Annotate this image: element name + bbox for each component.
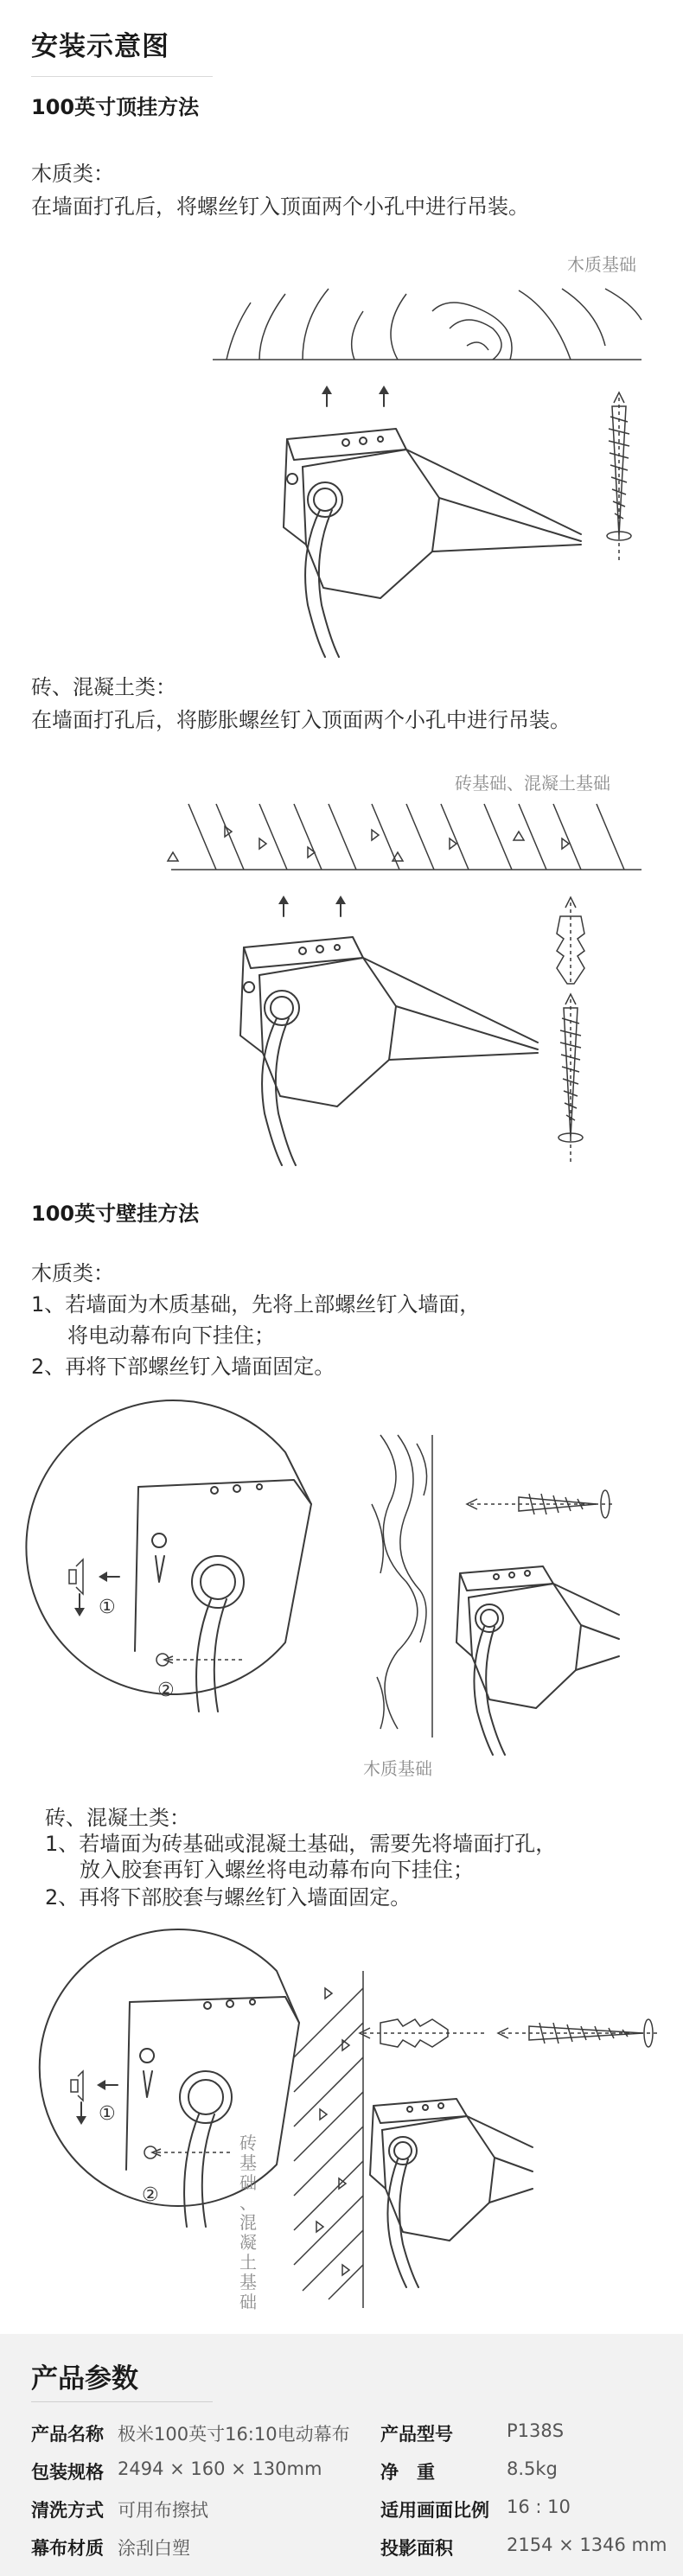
ceiling-brick-caption: 砖基础、混凝土基础 <box>455 773 610 794</box>
ceiling-wood-text: 在墙面打孔后，将螺丝钉入顶面两个小孔中进行吊装。 <box>31 194 529 219</box>
step-number-2: ② <box>157 1680 175 1701</box>
params-divider <box>31 2401 213 2402</box>
screw-icon <box>498 2019 657 2047</box>
wall-brick-step1a: 1、若墙面为砖基础或混凝土基础，需要先将墙面打孔， <box>45 1832 557 1856</box>
param-value: 8.5kg <box>507 2458 558 2479</box>
arrow-down-icon <box>74 1594 85 1616</box>
screen-casing <box>370 2099 533 2287</box>
screen-casing <box>240 937 538 1165</box>
caption-char: 、 <box>239 2192 257 2213</box>
wall-wood-label: 木质类： <box>31 1261 114 1285</box>
arrow-up-icon <box>322 386 389 406</box>
caption-char: 土 <box>239 2252 257 2273</box>
wall-brick-label: 砖、混凝土类： <box>45 1806 190 1830</box>
zoom-callout <box>26 1400 311 1712</box>
param-key: 幕布材质 <box>31 2538 104 2559</box>
param-row <box>0 2458 683 2484</box>
param-row <box>0 2535 683 2560</box>
arrow-left-icon <box>71 2071 118 2101</box>
ceiling-brick-label: 砖、混凝土类： <box>31 675 176 699</box>
wood-ceiling <box>213 289 642 360</box>
caption-char: 基 <box>239 2272 257 2292</box>
ceiling-heading: 100英寸顶挂方法 <box>31 95 200 119</box>
param-value: P138S <box>507 2420 565 2441</box>
ceiling-wood-caption: 木质基础 <box>567 254 636 275</box>
screw-icon <box>559 994 583 1164</box>
caption-char: 础 <box>239 2172 257 2193</box>
zoom-callout <box>40 1929 299 2227</box>
wall-wood-diagram <box>0 1418 683 1781</box>
ceiling-wood-diagram <box>0 277 683 709</box>
title-divider <box>31 76 213 77</box>
caption-char: 础 <box>239 2292 257 2312</box>
param-key: 投影面积 <box>380 2538 453 2559</box>
screw-icon <box>607 392 631 562</box>
wall-wood-caption: 木质基础 <box>363 1758 432 1779</box>
param-key: 清洗方式 <box>31 2500 104 2521</box>
param-value: 16 : 10 <box>507 2496 571 2517</box>
arrow-left-icon <box>69 1559 119 1594</box>
wall-wood-step2: 2、再将下部螺丝钉入墙面固定。 <box>31 1355 335 1379</box>
wood-wall <box>372 1435 432 1738</box>
step-number-1: ① <box>99 1597 116 1618</box>
screw-icon <box>467 1490 614 1518</box>
caption-char: 凝 <box>239 2232 257 2253</box>
param-key: 包装规格 <box>31 2462 104 2483</box>
wall-wood-step1b: 将电动幕布向下挂住； <box>67 1323 275 1348</box>
expansion-anchor-icon <box>557 897 584 985</box>
brick-wall <box>294 1971 363 2308</box>
param-value: 涂刮白塑 <box>118 2538 190 2559</box>
param-value: 极米100英寸16:10电动幕布 <box>118 2424 350 2445</box>
param-row <box>0 2496 683 2522</box>
ceiling-wood-label: 木质类： <box>31 162 114 186</box>
brick-ceiling <box>168 804 642 870</box>
caption-char: 基 <box>239 2152 257 2173</box>
caption-char: 混 <box>239 2212 257 2233</box>
page-title: 安装示意图 <box>31 31 169 62</box>
wall-brick-step2: 2、再将下部胶套与螺丝钉入墙面固定。 <box>45 1885 412 1910</box>
product-params-panel <box>0 2334 683 2576</box>
screen-casing <box>284 429 581 657</box>
expansion-anchor-icon <box>360 2019 484 2047</box>
param-key: 适用画面比例 <box>380 2500 489 2521</box>
param-value: 2154 × 1346 mm <box>507 2535 667 2555</box>
step-number-1: ① <box>99 2103 116 2125</box>
arrow-up-icon <box>278 896 346 916</box>
step-number-2: ② <box>142 2184 159 2206</box>
param-value: 可用布擦拭 <box>118 2500 208 2521</box>
wall-brick-caption <box>239 2133 258 2312</box>
ceiling-brick-diagram <box>0 787 683 1219</box>
wall-brick-diagram <box>0 1936 683 2325</box>
param-value: 2494 × 160 × 130mm <box>118 2458 322 2479</box>
param-key: 产品型号 <box>380 2424 453 2445</box>
wall-wood-step1a: 1、若墙面为木质基础，先将上部螺丝钉入墙面， <box>31 1292 481 1317</box>
caption-char: 砖 <box>239 2133 257 2153</box>
param-key: 产品名称 <box>31 2424 104 2445</box>
ceiling-brick-text: 在墙面打孔后，将膨胀螺丝钉入顶面两个小孔中进行吊装。 <box>31 708 571 732</box>
screen-casing <box>456 1566 619 1755</box>
arrow-down-icon <box>76 2102 86 2125</box>
wall-brick-step1b: 放入胶套再钉入螺丝将电动幕布向下挂住； <box>80 1858 474 1882</box>
param-row <box>0 2420 683 2446</box>
params-title: 产品参数 <box>31 2363 138 2394</box>
param-key: 净 重 <box>380 2462 435 2483</box>
wall-heading: 100英寸壁挂方法 <box>31 1202 200 1226</box>
